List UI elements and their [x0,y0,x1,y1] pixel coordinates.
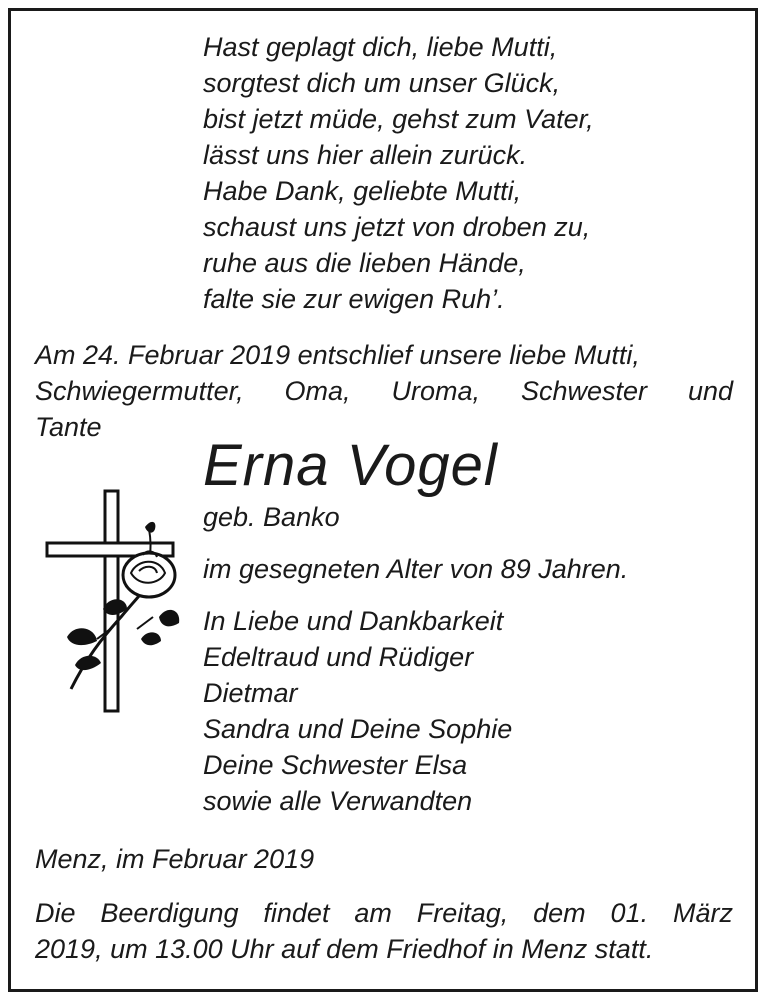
mourner-line: In Liebe und Dankbarkeit [203,606,504,636]
poem-line: lässt uns hier allein zurück. [203,140,528,170]
deceased-name: Erna Vogel [203,433,498,498]
funeral-word: 01. [610,898,649,928]
poem-line: Habe Dank, geliebte Mutti, [203,176,522,206]
poem-line: Hast geplagt dich, liebe Mutti, [203,32,558,62]
place-date: Menz, im Februar 2019 [35,844,315,874]
relation-word: Schwester [520,376,647,406]
relation-word: Oma, [284,376,351,406]
obituary-frame [8,8,758,992]
relation-word: Uroma, [391,376,480,406]
funeral-word: dem [533,898,586,928]
funeral-word: findet [263,898,330,928]
funeral-word: März [672,898,733,928]
mourner-line: sowie alle Verwandten [203,786,473,816]
mourner-line: Sandra und Deine Sophie [203,714,513,744]
funeral-info-line: 2019, um 13.00 Uhr auf dem Friedhof in Menz statt. [35,934,654,964]
poem-line: sorgtest dich um unser Glück, [203,68,561,98]
poem-line: ruhe aus die lieben Hände, [203,248,526,278]
cross-with-rose-icon [41,489,181,719]
maiden-name: geb. Banko [203,502,340,532]
death-announcement-line: Am 24. Februar 2019 entschlief unsere liebe Mutti, [35,340,640,370]
relation-word: und [687,376,733,406]
funeral-word: am [354,898,392,928]
death-announcement-line: Tante [35,412,102,442]
funeral-word: Die [35,898,76,928]
poem-line: falte sie zur ewigen Ruh’. [203,284,505,314]
relation-word: Schwiegermutter, [35,376,244,406]
age-text: im gesegneten Alter von 89 Jahren. [203,554,629,584]
poem-line: schaust uns jetzt von droben zu, [203,212,591,242]
poem-line: bist jetzt müde, gehst zum Vater, [203,104,594,134]
mourner-line: Deine Schwester Elsa [203,750,468,780]
mourner-line: Edeltraud und Rüdiger [203,642,474,672]
funeral-word: Freitag, [416,898,509,928]
funeral-word: Beerdigung [100,898,239,928]
death-announcement-line [35,373,733,410]
funeral-info-line [35,895,733,932]
mourner-line: Dietmar [203,678,298,708]
